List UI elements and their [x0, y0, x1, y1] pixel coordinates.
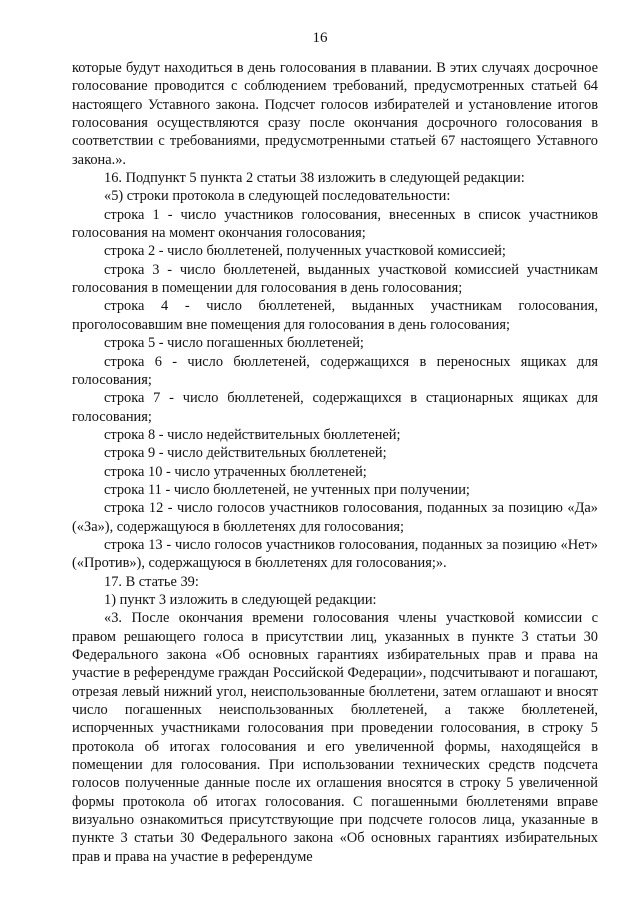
document-body — [72, 59, 598, 866]
paragraph: строка 3 - число бюллетеней, выданных участковой комиссией участникам голосования в помещении для голосования в день голосования; — [72, 261, 598, 297]
paragraph: строка 10 - число утраченных бюллетеней; — [104, 463, 367, 480]
paragraph: строка 12 - число голосов участников голосования, поданных за позицию «Да» («За»), содержащуюся в бюллетенях для голосования; — [72, 500, 598, 535]
paragraph: строка 13 - число голосов участников голосования, поданных за позицию «Нет» («Против»), содержащуюся в бюллетенях для голосования;». — [72, 536, 598, 572]
paragraph: «5) строки протокола в следующей последовательности: — [104, 188, 451, 205]
paragraph: строка 7 - число бюллетеней, содержащихся в стационарных ящиках для голосования; — [72, 390, 598, 425]
paragraph: 1) пункт 3 изложить в следующей редакции: — [104, 591, 377, 608]
paragraph: строка 4 - число бюллетеней, выданных участникам голосования, проголосовавшим вне помещения для голосования в день голосования; — [72, 298, 598, 333]
paragraph: строка 9 - число действительных бюллетеней; — [104, 445, 387, 462]
paragraph: «3. После окончания времени голосования члены участковой комиссии с правом решающего голоса в присутствии лиц, указанных в пункте 3 статьи 30 Федерального закона «Об основных гарантиях избирательных прав и права на участие в референдуме граждан Российской Федерации», подсчитывают и погашают, отрезая левый нижний угол, неиспользованные бюллетени, затем оглашают и вносят число погашенных неиспользованных бюллетеней, а также бюллетеней, испорченных участниками голосования при проведении голосования, в строку 5 протокола об итогах голосования и его увеличенной формы, находящейся в помещении для голосования. При использовании технических средств подсчета голосов полученные данные после их оглашения вносятся в строку 5 увеличенной формы протокола об итогах голосования. С погашенными бюллетенями вправе визуально ознакомиться присутствующие при подсчете голосов лица, указанные в пункте 3 статьи 30 Федерального закона «Об основных гарантиях избирательных прав и права на участие в референдуме — [72, 610, 598, 865]
paragraph: строка 11 - число бюллетеней, не учтенных при получении; — [104, 481, 470, 498]
page-number: 16 — [312, 30, 328, 46]
paragraph: строка 6 - число бюллетеней, содержащихся в переносных ящиках для голосования; — [72, 353, 598, 388]
paragraph: 16. Подпункт 5 пункта 2 статьи 38 изложить в следующей редакции: — [104, 170, 525, 187]
paragraph: строка 8 - число недействительных бюллетеней; — [104, 426, 401, 443]
paragraph: строка 5 - число погашенных бюллетеней; — [104, 335, 364, 352]
paragraph: строка 2 - число бюллетеней, полученных участковой комиссией; — [104, 243, 506, 260]
paragraph: 17. В статье 39: — [104, 573, 199, 590]
paragraph: строка 1 - число участников голосования, внесенных в список участников голосования на момент окончания голосования; — [72, 206, 598, 242]
paragraph: которые будут находиться в день голосования в плавании. В этих случаях досрочное голосование проводится с соблюдением требований, предусмотренных статьей 64 настоящего Уставного закона. Подсчет голосов избирателей и установление итогов голосования осуществляются сразу после окончания досрочного голосования в соответствии с требованиями, предусмотренными статьей 67 настоящего Уставного закона.». — [72, 60, 598, 168]
